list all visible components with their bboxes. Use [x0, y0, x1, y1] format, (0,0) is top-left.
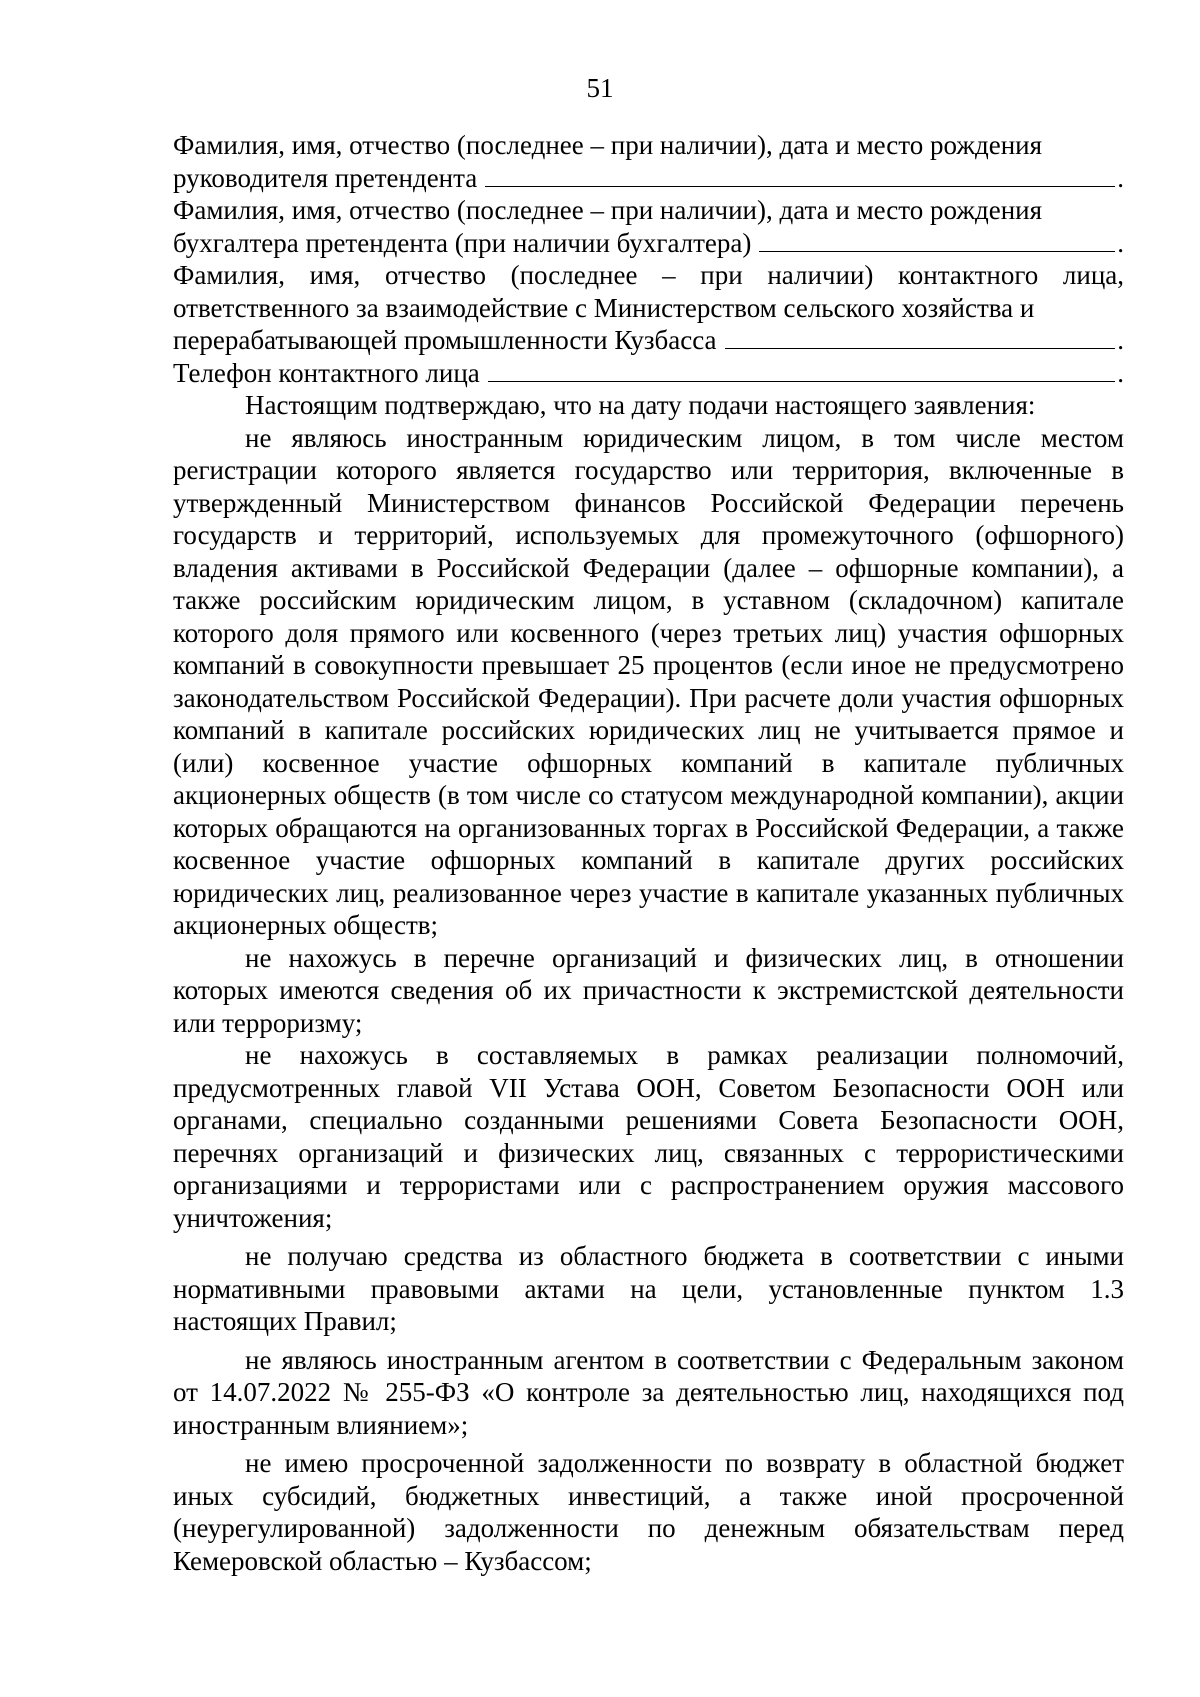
- form-body: [173, 129, 1124, 1577]
- phone-field-label: Телефон контактного лица: [173, 357, 480, 388]
- accountant-field-blank[interactable]: [759, 229, 1115, 252]
- contact-field: [173, 324, 1124, 357]
- contact-field-label: перерабатывающей промышленности Кузбасса: [173, 325, 717, 355]
- page-number: 51: [586, 73, 614, 103]
- phone-field-blank[interactable]: [488, 359, 1115, 382]
- contact-intro-text: Фамилия, имя, отчество (последнее – при наличии) контактного лица, ответственного за взаимодействие с Министерством сельского хозяйства и: [173, 260, 1124, 323]
- accountant-field: [173, 227, 1124, 260]
- head-field-label: руководителя претендента: [173, 162, 478, 193]
- accountant-field-end: .: [1117, 227, 1124, 258]
- declaration-item: не нахожусь в составляемых в рамках реализации полномочий, предусмотренных главой VII Устава ООН, Советом Безопасности ООН или органами, специально созданными решениями Совета Безопасности ООН, перечнях организаций и физических лиц, связанных с террористическими организациями и террористами или с распространением оружия массового уничтожения;: [173, 1040, 1124, 1233]
- head-field-blank[interactable]: [485, 164, 1115, 187]
- head-intro-line: Фамилия, имя, отчество (последнее – при наличии), дата и место рождения: [173, 130, 1043, 160]
- contact-field-blank[interactable]: [725, 326, 1116, 349]
- declaration-item: не являюсь иностранным агентом в соответствии с Федеральным законом от 14.07.2022 № 255-ФЗ «О контроле за деятельностью лиц, находящихся под иностранным влиянием»;: [173, 1344, 1124, 1440]
- declaration-item: не получаю средства из областного бюджета в соответствии с иными нормативными правовыми актами на цели, установленные пунктом 1.3 настоящих Правил;: [173, 1241, 1124, 1336]
- declaration-item: не нахожусь в перечне организаций и физических лиц, в отношении которых имеются сведения об их причастности к экстремистской деятельности или терроризму;: [173, 942, 1124, 1038]
- contact-field-end: .: [1117, 325, 1124, 355]
- declaration-item: не имею просроченной задолженности по возврату в областной бюджет иных субсидий, бюджетных инвестиций, а также иной просроченной (неурегулированной) задолженности по денежным обязательствам перед Кемеровской областью – Кузбассом;: [173, 1448, 1124, 1576]
- declaration-item: не являюсь иностранным юридическим лицом, в том числе местом регистрации которого является государство или территория, включенные в утвержденный Министерством финансов Российской Федерации перечень государств и территорий, используемых для промежуточного (офшорного) владения активами в Российской Федерации (далее – офшорные компании), а также российским юридическим лицом, в уставном (складочном) капитале которого доля прямого или косвенного (через третьих лиц) участия офшорных компаний в совокупности превышает 25 процентов (если иное не предусмотрено законодательством Российской Федерации). При расчете доли участия офшорных компаний в капитале российских юридических лиц не учитывается прямое и (или) косвенное участие офшорных компаний в капитале публичных акционерных обществ (в том числе со статусом международной компании), акции которых обращаются на организованных торгах в Российской Федерации, а также косвенное участие офшорных компаний в капитале других российских юридических лиц, реализованное через участие в капитале указанных публичных акционерных обществ;: [173, 422, 1124, 940]
- phone-field: [173, 357, 1124, 390]
- head-field-end: .: [1117, 162, 1124, 193]
- statement-intro: Настоящим подтверждаю, что на дату подачи настоящего заявления:: [245, 390, 1036, 420]
- accountant-intro-line: Фамилия, имя, отчество (последнее – при наличии), дата и место рождения: [173, 195, 1043, 225]
- phone-field-end: .: [1117, 357, 1124, 388]
- head-field: [173, 162, 1124, 195]
- accountant-field-label: бухгалтера претендента (при наличии бухгалтера): [173, 227, 752, 258]
